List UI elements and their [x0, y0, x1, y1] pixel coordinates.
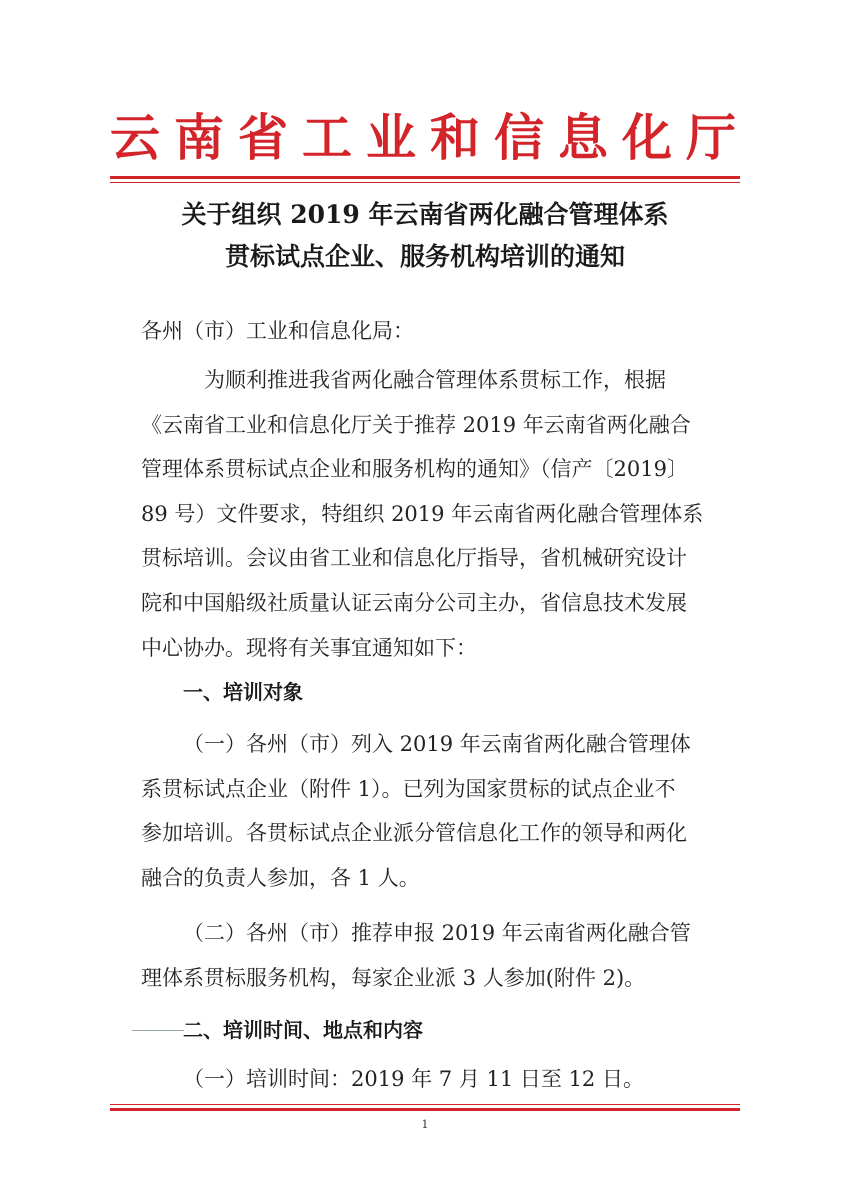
paragraph-line: 贯标培训。会议由省工业和信息化厅指导，省机械研究设计: [141, 546, 687, 571]
paragraph-line: 理体系贯标服务机构，每家企业派 3 人参加(附件 2)。: [141, 965, 646, 990]
salutation: [141, 309, 726, 354]
paragraph-line: 为顺利推进我省两化融合管理体系贯标工作，根据: [204, 368, 666, 392]
salutation-text: 各州（市）工业和信息化局：: [141, 319, 414, 343]
document-title-line-1: 关于组织 2019 年云南省两化融合管理体系: [181, 200, 669, 229]
section-heading-2: 二、培训时间、地点和内容: [183, 1018, 423, 1042]
paragraph-line: 系贯标试点企业（附件 1）。已列为国家贯标的试点企业不: [141, 776, 676, 801]
paragraph-line: 管理体系贯标试点企业和服务机构的通知》（信产〔2019〕: [141, 457, 688, 482]
paragraph-line: （二）各州（市）推荐申报 2019 年云南省两化融合管: [183, 921, 691, 945]
section2-item1: [141, 1057, 726, 1102]
header-divider: [110, 176, 740, 183]
margin-mark: [132, 1030, 184, 1031]
section-heading-1: 一、培训对象: [183, 680, 303, 704]
paragraph-line: 院和中国船级社质量认证云南分公司主办，省信息技术发展: [141, 590, 687, 615]
paragraph-line: （一）培训时间：2019 年 7 月 11 日至 12 日。: [183, 1067, 644, 1091]
paragraph-line: 参加培训。各贯标试点企业派分管信息化工作的领导和两化: [141, 821, 687, 846]
section1-item2: [141, 911, 726, 1000]
paragraph-line: 融合的负责人参加，各 1 人。: [141, 865, 420, 890]
paragraph-line: （一）各州（市）列入 2019 年云南省两化融合管理体: [183, 732, 691, 756]
organization-header: 云南省工业和信息化厅: [110, 108, 750, 167]
paragraph-line: 《云南省工业和信息化厅关于推荐 2019 年云南省两化融合: [141, 412, 691, 437]
document-title-line-2: 贯标试点企业、服务机构培训的通知: [224, 242, 625, 271]
page-number: 1: [421, 1118, 429, 1131]
intro-paragraph: [141, 358, 726, 670]
paragraph-line: 89 号）文件要求，特组织 2019 年云南省两化融合管理体系: [141, 501, 704, 526]
paragraph-line: 中心协办。现将有关事宜通知如下：: [141, 635, 477, 660]
section1-item1: [141, 722, 726, 900]
footer-divider: [110, 1104, 740, 1111]
